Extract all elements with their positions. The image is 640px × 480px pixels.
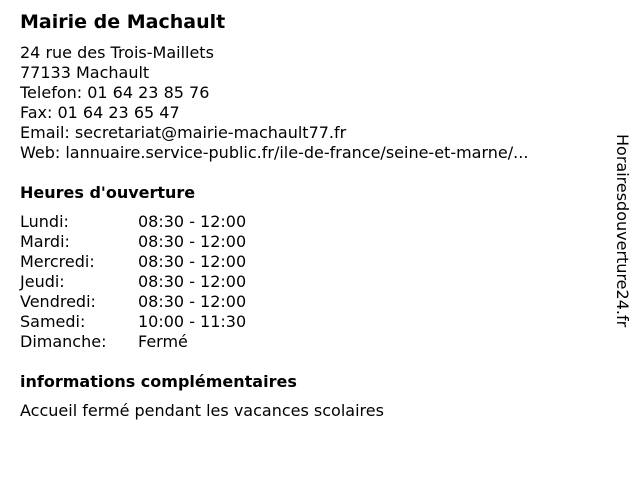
hours-time: 08:30 - 12:00: [138, 292, 247, 311]
info-heading: informations complémentaires: [20, 372, 297, 391]
hours-table: [20, 212, 610, 352]
hours-time: 08:30 - 12:00: [138, 272, 247, 291]
hours-day: Lundi:: [20, 212, 69, 231]
hours-time: 08:30 - 12:00: [138, 232, 247, 251]
address-city: 77133 Machault: [20, 63, 150, 82]
fax-number: Fax: 01 64 23 65 47: [20, 103, 180, 122]
page-title: Mairie de Machault: [20, 11, 226, 33]
hours-row: [20, 232, 610, 252]
hours-row: [20, 292, 610, 312]
hours-time: 10:00 - 11:30: [138, 312, 247, 331]
address-block: [20, 43, 610, 163]
hours-row: [20, 332, 610, 352]
hours-day: Jeudi:: [20, 272, 65, 291]
address-street: 24 rue des Trois-Maillets: [20, 43, 214, 62]
hours-heading: Heures d'ouverture: [20, 183, 196, 202]
hours-time: Fermé: [138, 332, 188, 351]
hours-time: 08:30 - 12:00: [138, 252, 247, 271]
hours-time: 08:30 - 12:00: [138, 212, 247, 231]
hours-day: Dimanche:: [20, 332, 107, 351]
info-text: Accueil fermé pendant les vacances scolaires: [20, 401, 384, 420]
side-brand-label: Horairesdouverture24.fr: [613, 134, 632, 328]
hours-day: Samedi:: [20, 312, 86, 331]
content-area: [20, 10, 610, 421]
hours-row: [20, 212, 610, 232]
website-link[interactable]: Web: lannuaire.service-public.fr/ile-de-france/seine-et-marne/...: [20, 143, 529, 162]
hours-row: [20, 272, 610, 292]
phone-number[interactable]: Telefon: 01 64 23 85 76: [20, 83, 210, 102]
hours-day: Vendredi:: [20, 292, 96, 311]
email-address[interactable]: Email: secretariat@mairie-machault77.fr: [20, 123, 347, 142]
hours-day: Mardi:: [20, 232, 70, 251]
hours-day: Mercredi:: [20, 252, 95, 271]
hours-row: [20, 312, 610, 332]
hours-row: [20, 252, 610, 272]
